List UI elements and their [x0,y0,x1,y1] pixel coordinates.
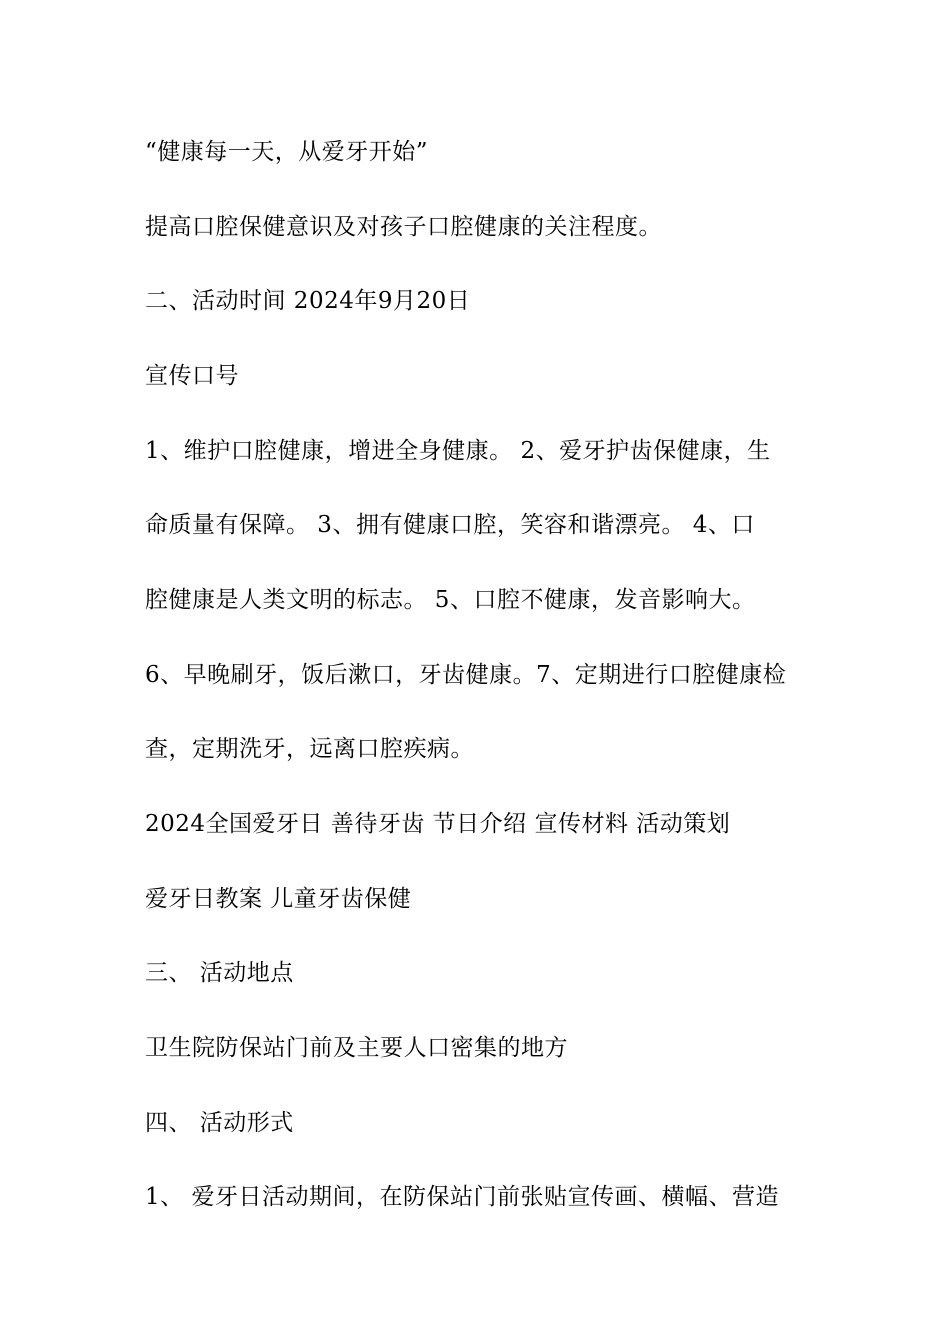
section-3-title: 三、 活动地点 [145,960,294,986]
related-links-line-1: 2024全国爱牙日 善待牙齿 节日介绍 宣传材料 活动策划 [145,811,731,837]
slogan-list-line-1: 1、维护口腔健康，增进全身健康。 2、爱牙护齿保健康，生 [145,438,771,464]
slogan-list-line-3: 腔健康是人类文明的标志。 5、口腔不健康，发音影响大。 [145,587,756,613]
section-4-title: 四、 活动形式 [145,1110,294,1136]
section-2-time: 二、活动时间 2024年9月20日 [145,288,471,314]
slogan-section-title: 宣传口号 [145,363,239,389]
location-text: 卫生院防保站门前及主要人口密集的地方 [145,1035,568,1061]
slogan-list-line-2: 命质量有保障。 3、拥有健康口腔，笑容和谐漂亮。 4、口 [145,512,755,538]
activity-form-item-1: 1、 爱牙日活动期间，在防保站门前张贴宣传画、横幅、营造 [145,1184,779,1210]
purpose-text: 提高口腔保健意识及对孩子口腔健康的关注程度。 [145,214,662,240]
slogan-heading: “健康每一天，从爱牙开始” [145,139,429,165]
slogan-list-line-5: 查，定期洗牙，远离口腔疾病。 [145,736,474,762]
related-links-line-2: 爱牙日教案 儿童牙齿保健 [145,886,412,912]
slogan-list-line-4: 6、早晚刷牙，饭后漱口，牙齿健康。7、定期进行口腔健康检 [145,662,787,688]
